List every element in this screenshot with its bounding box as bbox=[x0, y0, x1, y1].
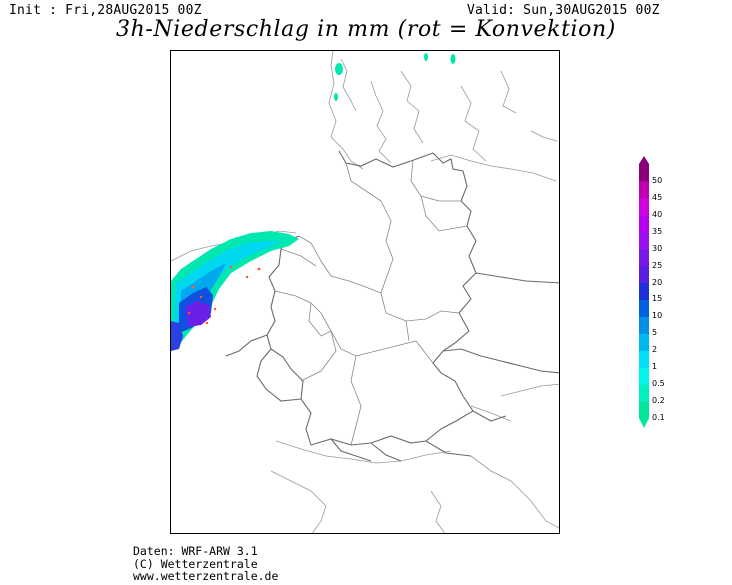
coastlines bbox=[171, 51, 560, 534]
legend-swatch bbox=[639, 384, 649, 401]
legend-label: 2 bbox=[652, 345, 658, 355]
legend-swatch bbox=[639, 266, 649, 283]
valid-time: Valid: Sun,30AUG2015 00Z bbox=[467, 3, 660, 18]
legend-bar bbox=[637, 156, 651, 432]
legend-swatch bbox=[639, 198, 649, 215]
legend-swatch bbox=[639, 333, 649, 350]
legend-label: 30 bbox=[652, 243, 663, 253]
legend-swatch bbox=[639, 232, 649, 249]
legend-swatch bbox=[639, 401, 649, 418]
legend-top-arrow bbox=[639, 156, 649, 164]
footer bbox=[133, 545, 278, 583]
legend-label: 0.5 bbox=[652, 379, 665, 389]
legend-swatch bbox=[639, 316, 649, 333]
legend-bottom-arrow bbox=[639, 418, 649, 428]
legend-label: 35 bbox=[652, 226, 663, 236]
legend-label: 0.2 bbox=[652, 396, 665, 406]
precipitation-field bbox=[171, 53, 456, 351]
legend-label: 0.1 bbox=[652, 413, 665, 422]
country-borders bbox=[226, 151, 560, 461]
legend-label: 5 bbox=[652, 328, 658, 338]
footer-data-source: Daten: WRF-ARW 3.1 bbox=[133, 544, 258, 558]
footer-copyright: (C) Wetterzentrale bbox=[133, 556, 258, 571]
legend-swatch bbox=[639, 299, 649, 316]
init-time: Init : Fri,28AUG2015 00Z bbox=[9, 3, 202, 18]
map-canvas bbox=[171, 51, 560, 534]
legend-swatch bbox=[639, 164, 649, 181]
legend-label: 15 bbox=[652, 294, 663, 304]
legend-swatch bbox=[639, 215, 649, 232]
footer-website: www.wetterzentrale.de bbox=[133, 569, 279, 583]
legend-swatch bbox=[639, 181, 649, 198]
legend-label: 1 bbox=[652, 362, 658, 372]
legend-label: 10 bbox=[652, 311, 663, 321]
legend-swatch bbox=[639, 350, 649, 367]
legend-label: 25 bbox=[652, 260, 663, 270]
legend-label: 20 bbox=[652, 277, 663, 287]
precipitation-map bbox=[170, 50, 560, 534]
legend-label: 50 bbox=[652, 175, 663, 185]
legend-swatch bbox=[639, 283, 649, 300]
legend-swatch bbox=[639, 249, 649, 266]
legend-label: 45 bbox=[652, 192, 663, 202]
map-title: 3h-Niederschlag in mm (rot = Konvektion) bbox=[116, 17, 616, 42]
precipitation-legend bbox=[637, 156, 677, 432]
legend-label: 40 bbox=[652, 209, 663, 219]
legend-swatch bbox=[639, 367, 649, 384]
